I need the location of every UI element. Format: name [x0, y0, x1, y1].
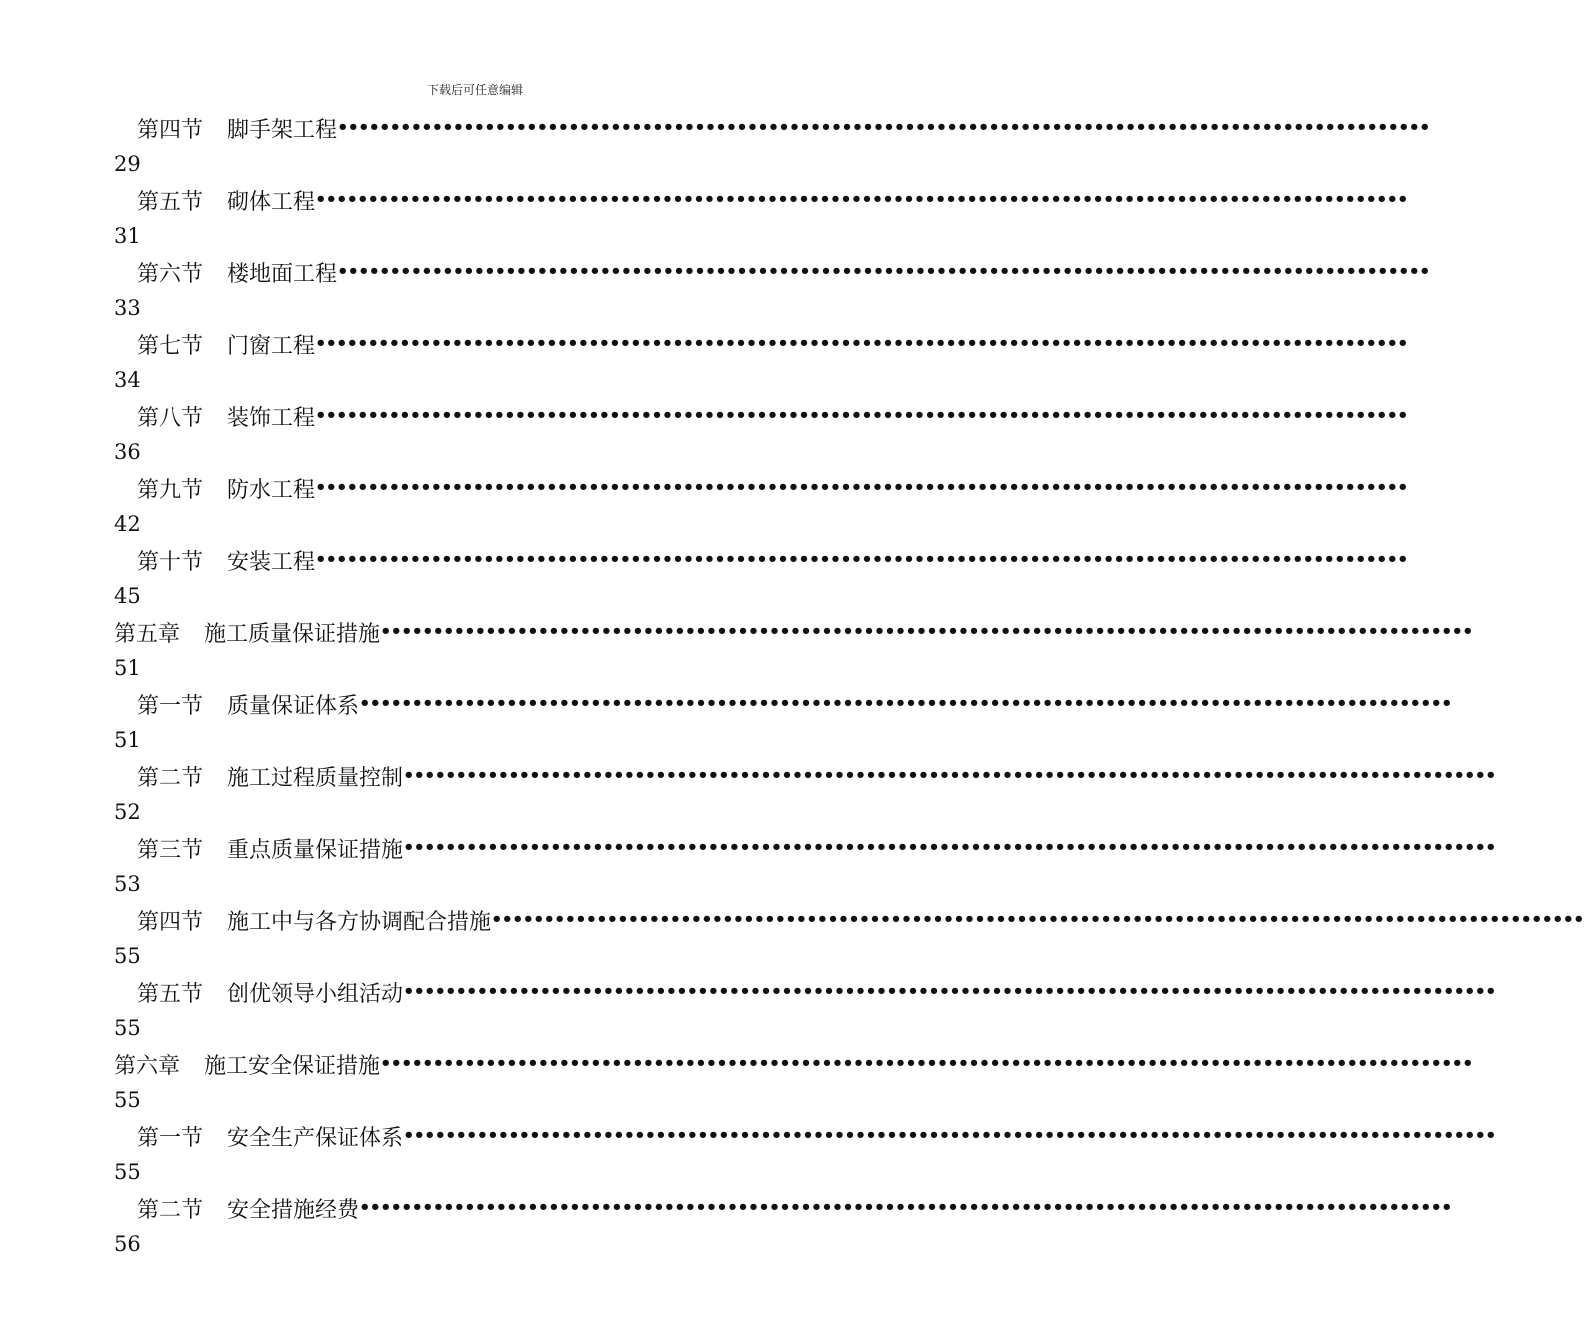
toc-entry-page-number: 53	[114, 872, 141, 896]
toc-entry[interactable]	[0, 398, 1408, 470]
toc-entry[interactable]	[0, 830, 1496, 902]
toc-entry-heading	[137, 182, 1408, 218]
toc-entry-title: 施工质量保证措施	[204, 621, 381, 647]
toc-entry-heading	[114, 1046, 1473, 1082]
toc-entry-title: 创优领导小组活动	[227, 981, 404, 1007]
toc-entry[interactable]	[0, 758, 1496, 830]
toc-entry-page-number: 42	[114, 512, 141, 536]
toc-entry-page-number: 34	[114, 368, 141, 392]
toc-entry-title: 门窗工程	[227, 333, 316, 359]
toc-entry-heading	[137, 254, 1430, 290]
toc-entry-heading	[137, 758, 1496, 794]
toc-entry[interactable]	[0, 542, 1408, 614]
toc-entry[interactable]	[0, 1118, 1496, 1190]
toc-entry-page-number: 52	[114, 800, 141, 824]
toc-entry-number: 第五节	[137, 981, 204, 1007]
toc-entry-title: 施工安全保证措施	[204, 1053, 381, 1079]
toc-entry-title: 重点质量保证措施	[227, 837, 404, 863]
toc-leader-dots: ••••••••••••••••••••••••••••••••••••••••••••••••••••••••••••••••••••••••••••••••••••••••••••••••••••••••	[337, 117, 1430, 138]
toc-leader-dots: ••••••••••••••••••••••••••••••••••••••••••••••••••••••••••••••••••••••••••••••••••••••••••••••••••••••••	[403, 837, 1496, 858]
toc-chapter-entry[interactable]	[0, 614, 1473, 686]
toc-leader-dots: ••••••••••••••••••••••••••••••••••••••••••••••••••••••••••••••••••••••••••••••••••••••••••••••••••••••••	[337, 261, 1430, 282]
toc-entry-title: 质量保证体系	[227, 693, 360, 719]
toc-leader-dots: ••••••••••••••••••••••••••••••••••••••••••••••••••••••••••••••••••••••••••••••••••••••••••••••••••••••••	[380, 1053, 1473, 1074]
toc-entry-page-number: 56	[114, 1232, 141, 1256]
toc-entry-number: 第七节	[137, 333, 204, 359]
toc-entry-heading	[137, 830, 1496, 866]
toc-leader-dots: ••••••••••••••••••••••••••••••••••••••••••••••••••••••••••••••••••••••••••••••••••••••••••••••••••••••••	[315, 405, 1408, 426]
toc-entry-page-number: 51	[114, 656, 141, 680]
toc-entry-number: 第八节	[137, 405, 204, 431]
toc-entry-title: 施工中与各方协调配合措施	[227, 909, 492, 935]
toc-entry-title: 装饰工程	[227, 405, 316, 431]
toc-leader-dots: ••••••••••••••••••••••••••••••••••••••••••••••••••••••••••••••••••••••••••••••••••••••••••••••••••••••••	[315, 333, 1408, 354]
toc-leader-dots: ••••••••••••••••••••••••••••••••••••••••••••••••••••••••••••••••••••••••••••••••••••••••••••••••••••••••	[359, 693, 1452, 714]
toc-entry-title: 脚手架工程	[227, 117, 338, 143]
toc-entry-number: 第二节	[137, 765, 204, 791]
toc-leader-dots: ••••••••••••••••••••••••••••••••••••••••••••••••••••••••••••••••••••••••••••••••••••••••••••••••••••••••	[491, 909, 1584, 930]
toc-leader-dots: ••••••••••••••••••••••••••••••••••••••••••••••••••••••••••••••••••••••••••••••••••••••••••••••••••••••••	[315, 549, 1408, 570]
toc-leader-dots: ••••••••••••••••••••••••••••••••••••••••••••••••••••••••••••••••••••••••••••••••••••••••••••••••••••••••	[315, 189, 1408, 210]
toc-leader-dots: ••••••••••••••••••••••••••••••••••••••••••••••••••••••••••••••••••••••••••••••••••••••••••••••••••••••••	[315, 477, 1408, 498]
toc-entry-page-number: 33	[114, 296, 141, 320]
toc-entry-page-number: 55	[114, 1088, 141, 1112]
toc-entry-heading	[137, 110, 1430, 146]
toc-chapter-entry[interactable]	[0, 1046, 1473, 1118]
toc-entry-number: 第九节	[137, 477, 204, 503]
toc-entry-page-number: 31	[114, 224, 141, 248]
toc-entry-number: 第六章	[114, 1053, 181, 1079]
toc-entry[interactable]	[0, 254, 1430, 326]
toc-entry-heading	[137, 974, 1496, 1010]
toc-entry-title: 楼地面工程	[227, 261, 338, 287]
toc-entry[interactable]	[0, 470, 1408, 542]
toc-entry-number: 第五章	[114, 621, 181, 647]
toc-entry-heading	[137, 1190, 1452, 1226]
toc-entry[interactable]	[0, 686, 1452, 758]
toc-entry-heading	[137, 398, 1408, 434]
toc-entry-heading	[137, 542, 1408, 578]
toc-entry-number: 第四节	[137, 909, 204, 935]
toc-entry[interactable]	[0, 902, 1584, 974]
toc-entry[interactable]	[0, 326, 1408, 398]
toc-leader-dots: ••••••••••••••••••••••••••••••••••••••••••••••••••••••••••••••••••••••••••••••••••••••••••••••••••••••••	[359, 1197, 1452, 1218]
toc-entry-page-number: 55	[114, 944, 141, 968]
toc-entry[interactable]	[0, 110, 1430, 182]
toc-leader-dots: ••••••••••••••••••••••••••••••••••••••••••••••••••••••••••••••••••••••••••••••••••••••••••••••••••••••••	[403, 981, 1496, 1002]
toc-entry-heading	[137, 902, 1584, 938]
toc-leader-dots: ••••••••••••••••••••••••••••••••••••••••••••••••••••••••••••••••••••••••••••••••••••••••••••••••••••••••	[403, 765, 1496, 786]
toc-entry-number: 第六节	[137, 261, 204, 287]
toc-entry[interactable]	[0, 1190, 1452, 1262]
toc-entry-page-number: 45	[114, 584, 141, 608]
toc-entry-number: 第三节	[137, 837, 204, 863]
toc-entry-number: 第一节	[137, 1125, 204, 1151]
toc-entry-heading	[137, 1118, 1496, 1154]
toc-entry-page-number: 36	[114, 440, 141, 464]
toc-entry-title: 砌体工程	[227, 189, 316, 215]
page-header: 下载后可任意编辑	[426, 83, 523, 97]
toc-entry-heading	[137, 686, 1452, 722]
toc-entry-page-number: 55	[114, 1160, 141, 1184]
toc-leader-dots: ••••••••••••••••••••••••••••••••••••••••••••••••••••••••••••••••••••••••••••••••••••••••••••••••••••••••	[403, 1125, 1496, 1146]
toc-entry-title: 防水工程	[227, 477, 316, 503]
toc-entry-number: 第二节	[137, 1197, 204, 1223]
toc-entry-number: 第五节	[137, 189, 204, 215]
toc-entry[interactable]	[0, 974, 1496, 1046]
toc-entry-title: 施工过程质量控制	[227, 765, 404, 791]
toc-entry-heading	[137, 470, 1408, 506]
table-of-contents	[0, 110, 1584, 1262]
toc-entry-heading	[137, 326, 1408, 362]
toc-entry[interactable]	[0, 182, 1408, 254]
toc-entry-number: 第四节	[137, 117, 204, 143]
toc-entry-page-number: 51	[114, 728, 141, 752]
toc-entry-number: 第十节	[137, 549, 204, 575]
toc-entry-title: 安全生产保证体系	[227, 1125, 404, 1151]
toc-entry-page-number: 29	[114, 152, 141, 176]
toc-entry-title: 安装工程	[227, 549, 316, 575]
toc-entry-heading	[114, 614, 1473, 650]
toc-entry-page-number: 55	[114, 1016, 141, 1040]
toc-entry-title: 安全措施经费	[227, 1197, 360, 1223]
toc-entry-number: 第一节	[137, 693, 204, 719]
toc-leader-dots: ••••••••••••••••••••••••••••••••••••••••••••••••••••••••••••••••••••••••••••••••••••••••••••••••••••••••	[380, 621, 1473, 642]
